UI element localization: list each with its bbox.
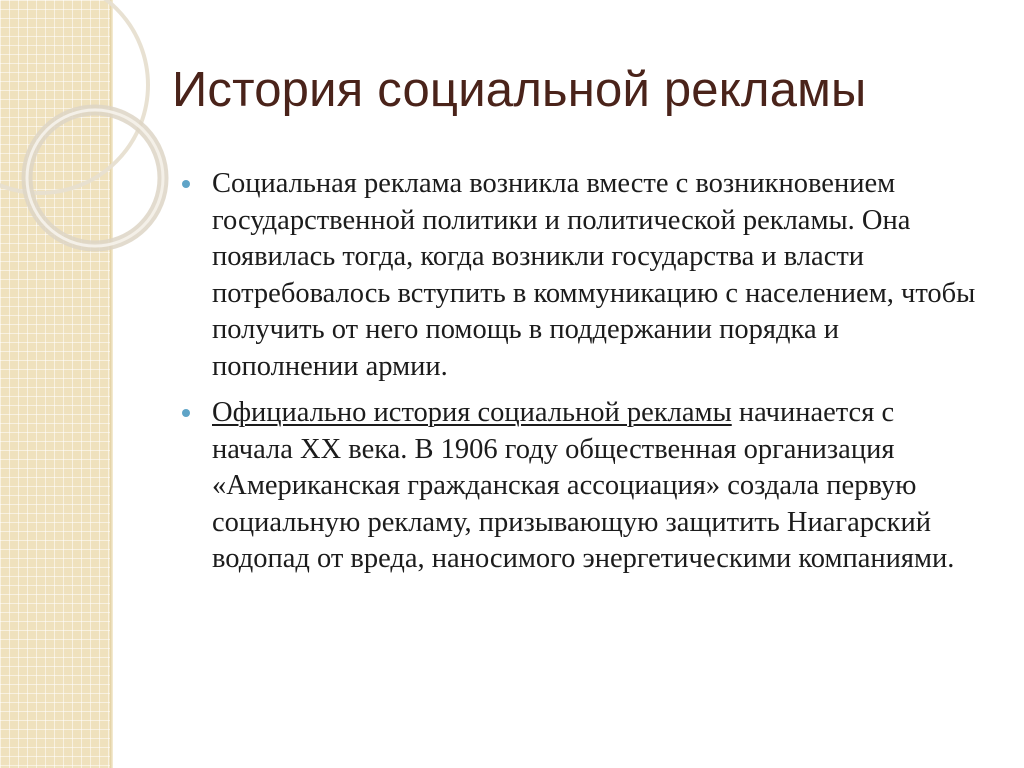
bullet-item-history bbox=[182, 395, 982, 578]
bullet-text: Социальная реклама возникла вместе с возникновением государственной политики и политической рекламы. Она появилась тогда, когда возникли государства и власти потребовалось вступить в коммуникацию с населением, чтобы получить от него помощь в поддержании порядка и пополнении армии. bbox=[212, 168, 976, 382]
bullet-dot-icon bbox=[182, 409, 190, 417]
bullet-text: начинается с начала XX века. В 1906 году общественная организация «Американская гражданская ассоциация» создала первую социальную рекламу, призывающую защитить Ниагарский водопад от вреда, наносимого энергетическими компаниями. bbox=[212, 397, 955, 574]
large-ring bbox=[0, 0, 148, 193]
bullet-dot-icon bbox=[182, 180, 190, 188]
bullet-list bbox=[182, 166, 982, 588]
history-link[interactable]: Официально история социальной рекламы bbox=[212, 397, 732, 428]
decorative-rings bbox=[0, 0, 200, 260]
bullet-item-origin bbox=[182, 166, 982, 385]
slide-title: История социальной рекламы bbox=[172, 63, 867, 117]
